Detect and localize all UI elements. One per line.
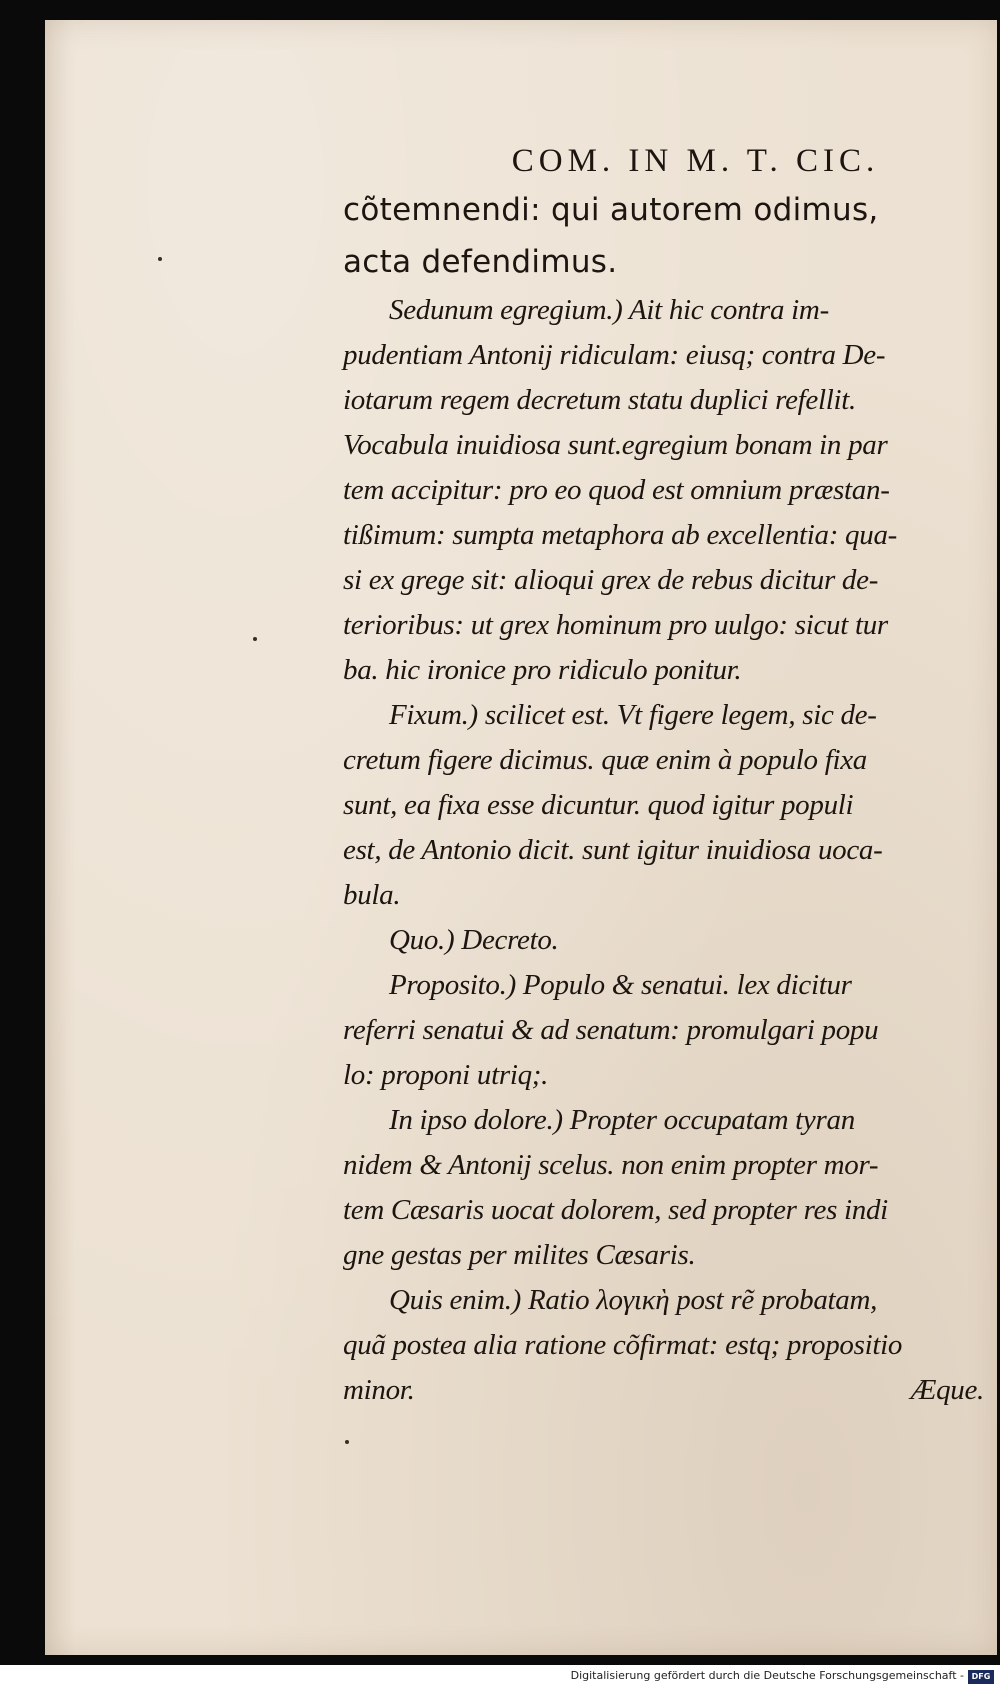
footer-credit: Digitalisierung gefördert durch die Deutsche Forschungsgemeinschaft -	[570, 1669, 964, 1682]
text-line: terioribus: ut grex hominum pro uulgo: sicut tur	[343, 609, 888, 641]
text-line: Fixum.) scilicet est. Vt figere legem, sic de-	[389, 699, 877, 731]
text-line: est, de Antonio dicit. sunt igitur inuidiosa uoca-	[343, 834, 883, 866]
text-line: Quo.) Decreto.	[389, 924, 559, 956]
text-line: Sedunum egregium.) Ait hic contra im-	[389, 294, 829, 326]
text-line: Proposito.) Populo & senatui. lex dicitur	[389, 969, 852, 1001]
text-line: pudentiam Antonij ridiculam: eiusq; contra De-	[343, 339, 886, 371]
text-line: gne gestas per milites Cæsaris.	[343, 1239, 696, 1271]
text-line: tem Cæsaris uocat dolorem, sed propter res indi	[343, 1194, 888, 1226]
text-line: referri senatui & ad senatum: promulgari popu	[343, 1014, 879, 1046]
text-line: si ex grege sit: alioqui grex de rebus dicitur de-	[343, 564, 879, 596]
ink-speck	[253, 637, 257, 641]
running-head: COM. IN M. T. CIC.	[511, 143, 880, 179]
ink-speck	[158, 257, 162, 261]
text-line: Vocabula inuidiosa sunt.egregium bonam in par	[343, 429, 888, 461]
dfg-logo: DFG	[968, 1670, 994, 1684]
text-line: tißimum: sumpta metaphora ab excellentia: qua-	[343, 519, 898, 551]
text-line: tem accipitur: pro eo quod est omnium præstan-	[343, 474, 890, 506]
final-line	[343, 1368, 1000, 1413]
text-line: nidem & Antonij scelus. non enim propter mor-	[343, 1149, 879, 1181]
text-line: bula.	[343, 879, 401, 911]
text-line: quã postea alia ratione cõfirmat: estq; propositio	[343, 1329, 903, 1361]
page-text	[343, 138, 1000, 1413]
text-line: ba. hic ironice pro ridiculo ponitur.	[343, 654, 742, 686]
text-line: Quis enim.) Ratio λογικὴ post rẽ probatam,	[389, 1284, 878, 1316]
text-line: cõtemnendi: qui autorem odimus,	[343, 192, 879, 228]
text-line: iotarum regem decretum statu duplici refellit.	[343, 384, 856, 416]
book-page	[45, 20, 997, 1655]
ink-speck	[345, 1440, 349, 1444]
catchword: Æque.	[910, 1374, 984, 1406]
text-line: cretum figere dicimus. quæ enim à populo fixa	[343, 744, 867, 776]
text-line: lo: proponi utriq;.	[343, 1059, 549, 1091]
text-line: sunt, ea fixa esse dicuntur. quod igitur populi	[343, 789, 854, 821]
footer-bar	[0, 1665, 1000, 1692]
text-line: acta defendimus.	[343, 244, 618, 280]
text-line: In ipso dolore.) Propter occupatam tyran	[389, 1104, 855, 1136]
text-line: minor.	[343, 1374, 415, 1406]
